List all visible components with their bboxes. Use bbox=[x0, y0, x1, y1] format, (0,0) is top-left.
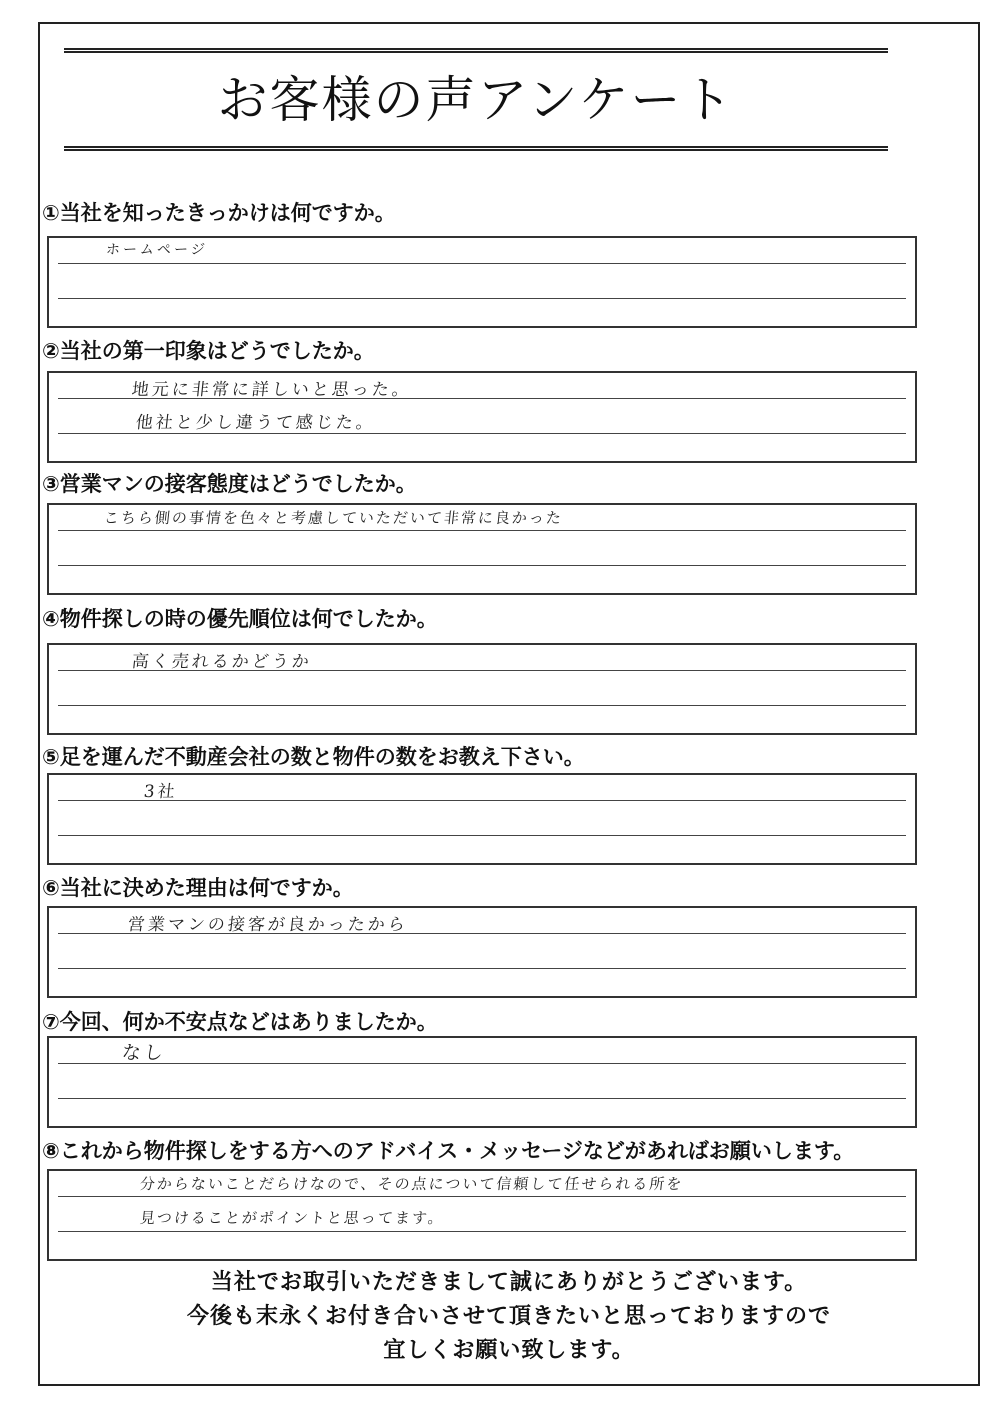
answer-8-line-2: 見つけることがポイントと思ってます。 bbox=[139, 1209, 446, 1227]
answer-rule bbox=[58, 1196, 906, 1197]
question-6-label: ⑥当社に決めた理由は何ですか。 bbox=[42, 876, 354, 900]
question-3-label: ③営業マンの接客態度はどうでしたか。 bbox=[42, 472, 417, 496]
page-title: お客様の声アンケート bbox=[217, 71, 735, 129]
question-4-label: ④物件探しの時の優先順位は何でしたか。 bbox=[42, 607, 438, 631]
title-bottom-rule bbox=[64, 146, 888, 151]
answer-6-line-1: 営業マンの接客が良かったから bbox=[126, 915, 409, 935]
answer-5-line-1: 3社 bbox=[142, 782, 179, 802]
answer-rule bbox=[58, 705, 906, 706]
answer-rule bbox=[58, 968, 906, 969]
answer-2-line-2: 他社と少し違うて感じた。 bbox=[134, 413, 377, 433]
answer-box-7 bbox=[47, 1036, 917, 1128]
answer-1-line-1: ホームページ bbox=[105, 242, 209, 258]
title-top-rule bbox=[64, 48, 888, 53]
question-5-label: ⑤足を運んだ不動産会社の数と物件の数をお教え下さい。 bbox=[42, 745, 585, 769]
closing-line-3: 宜しくお願い致します。 bbox=[383, 1338, 635, 1363]
answer-rule bbox=[58, 1063, 906, 1064]
answer-rule bbox=[58, 1231, 906, 1232]
closing-line-2: 今後も末永くお付き合いさせて頂きたいと思っておりますので bbox=[186, 1304, 831, 1329]
question-7-label: ⑦今回、何か不安点などはありましたか。 bbox=[42, 1010, 438, 1034]
question-1-label: ①当社を知ったきっかけは何ですか。 bbox=[42, 201, 396, 225]
closing-line-1: 当社でお取引いただきまして誠にありがとうございます。 bbox=[210, 1270, 808, 1295]
answer-rule bbox=[58, 800, 906, 801]
answer-rule bbox=[58, 530, 906, 531]
question-2-label: ②当社の第一印象はどうでしたか。 bbox=[42, 339, 375, 363]
answer-rule bbox=[58, 565, 906, 566]
answer-rule bbox=[58, 835, 906, 836]
answer-7-line-1: なし bbox=[120, 1042, 168, 1064]
answer-8-line-1: 分からないことだらけなので、その点について信頼して任せられる所を bbox=[139, 1175, 685, 1193]
answer-2-line-1: 地元に非常に詳しいと思った。 bbox=[130, 380, 413, 400]
answer-rule bbox=[58, 298, 906, 299]
answer-4-line-1: 高く売れるかどうか bbox=[130, 652, 313, 672]
answer-rule bbox=[58, 1098, 906, 1099]
answer-rule bbox=[58, 263, 906, 264]
question-8-label: ⑧これから物件探しをする方へのアドバイス・メッセージなどがあればお願いします。 bbox=[42, 1139, 855, 1163]
answer-3-line-1: こちら側の事情を色々と考慮していただいて非常に良かった bbox=[103, 509, 564, 527]
answer-rule bbox=[58, 433, 906, 434]
